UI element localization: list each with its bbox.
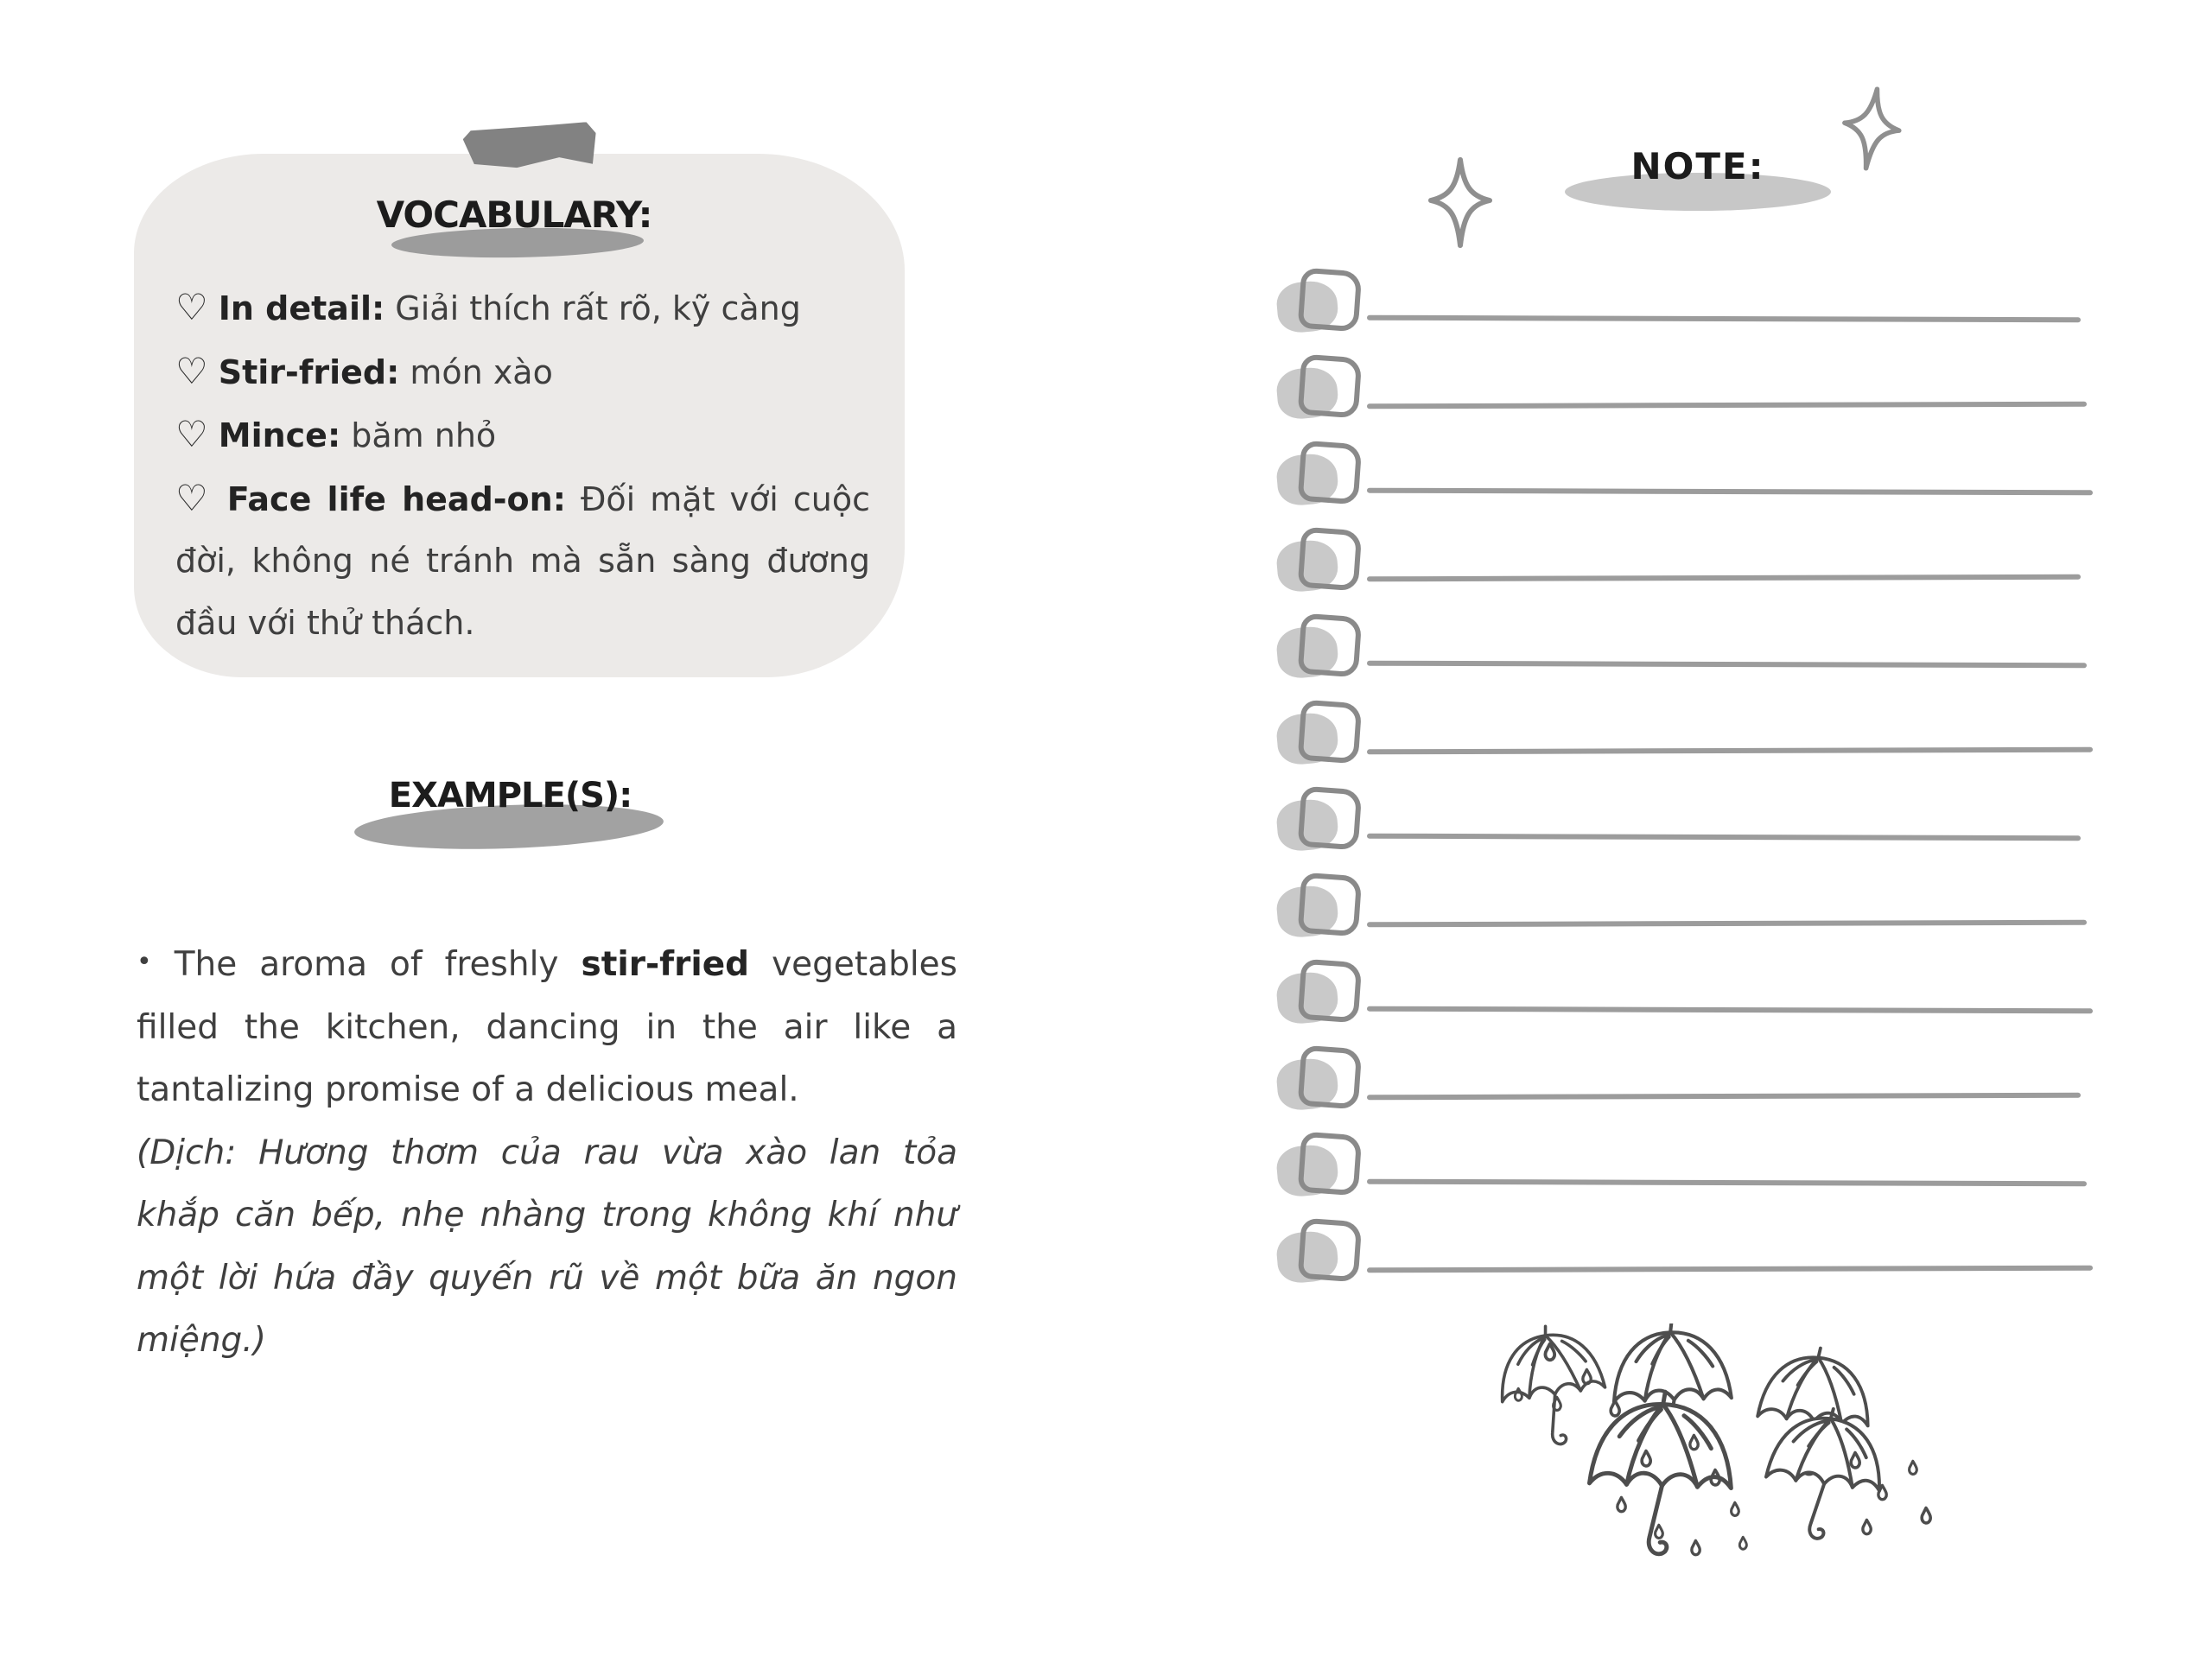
note-line (1367, 920, 2087, 928)
vocabulary-list (175, 276, 870, 654)
note-line (1367, 1266, 2093, 1273)
note-title-text: NOTE: (1630, 145, 1765, 187)
note-line (1367, 402, 2087, 409)
checkbox-doodle-icon (1277, 873, 1360, 945)
note-line (1367, 834, 2081, 841)
example-sentence (137, 931, 957, 1122)
note-row (1277, 1218, 2094, 1298)
note-line (1367, 1093, 2081, 1101)
note-line (1367, 574, 2081, 582)
checkbox-doodle-icon (1277, 959, 1360, 1031)
vocab-term: In detail: (218, 289, 385, 327)
note-row (1277, 873, 2094, 952)
checkbox-doodle-icon (1277, 441, 1360, 513)
vocab-item (175, 276, 870, 340)
heart-bullet-icon: ♡ (175, 349, 208, 392)
vocab-item (175, 467, 870, 655)
vocab-item (175, 403, 870, 467)
example-translation: (Dịch: Hương thơm của rau vừa xào lan tỏa khắp căn bếp, nhẹ nhàng trong không khí như một lời hứa đầy quyến rũ về một bữa ăn ngon miệng.) (137, 1133, 957, 1360)
vocab-term: Mince: (218, 416, 341, 454)
checkbox-doodle-icon (1277, 354, 1360, 427)
note-line (1367, 747, 2093, 755)
vocab-definition: băm nhỏ (351, 416, 497, 454)
note-row (1277, 268, 2094, 347)
heart-bullet-icon: ♡ (175, 286, 208, 328)
checkbox-doodle-icon (1277, 268, 1360, 340)
note-line (1367, 1179, 2087, 1187)
bullet-dot-icon: • (137, 947, 152, 977)
checkbox-doodle-icon (1277, 613, 1360, 686)
example-bold-word: stir-fried (581, 945, 750, 984)
note-line (1367, 661, 2087, 669)
vocabulary-title-text: VOCABULARY: (376, 194, 652, 236)
example-text: vegetables filled the kitchen, dancing in the air like a tantalizing promise of a delicious meal. (137, 945, 957, 1109)
vocab-definition: món xào (410, 352, 553, 391)
note-row (1277, 613, 2094, 693)
sparkle-icon (1426, 157, 1495, 248)
checkbox-doodle-icon (1277, 1045, 1360, 1118)
note-row (1277, 354, 2094, 434)
checkbox-doodle-icon (1277, 1132, 1360, 1204)
example-title-text: EXAMPLE(S): (388, 776, 632, 816)
note-line (1367, 1006, 2093, 1014)
vocab-term: Stir-fried: (218, 352, 400, 391)
example-block (137, 931, 957, 1373)
note-row (1277, 441, 2094, 520)
example-title (361, 776, 659, 816)
note-row (1277, 527, 2094, 606)
sparkle-icon (1834, 82, 1910, 175)
note-title (1568, 145, 1827, 187)
checkbox-doodle-icon (1277, 527, 1360, 600)
heart-bullet-icon: ♡ (175, 476, 213, 519)
checkbox-doodle-icon (1277, 786, 1360, 859)
vocab-definition: Giải thích rất rõ, kỹ càng (395, 289, 801, 327)
note-row (1277, 700, 2094, 779)
note-row (1277, 959, 2094, 1038)
example-text: The aroma of freshly (174, 945, 582, 984)
vocab-item (175, 340, 870, 404)
note-row (1277, 1045, 2094, 1125)
umbrella-rain-doodle (1469, 1323, 1953, 1617)
note-row (1277, 786, 2094, 866)
checkbox-doodle-icon (1277, 1218, 1360, 1291)
vocabulary-title (376, 194, 652, 236)
note-row (1277, 1132, 2094, 1211)
checkbox-doodle-icon (1277, 700, 1360, 772)
vocab-term: Face life head-on: (226, 479, 566, 518)
note-line (1367, 315, 2081, 323)
heart-bullet-icon: ♡ (175, 413, 208, 455)
vocab-definition: Đối mặt với cuộc đời, không né tránh mà sẵn sàng đương đầu với thử thách. (175, 479, 870, 642)
note-line (1367, 488, 2093, 496)
